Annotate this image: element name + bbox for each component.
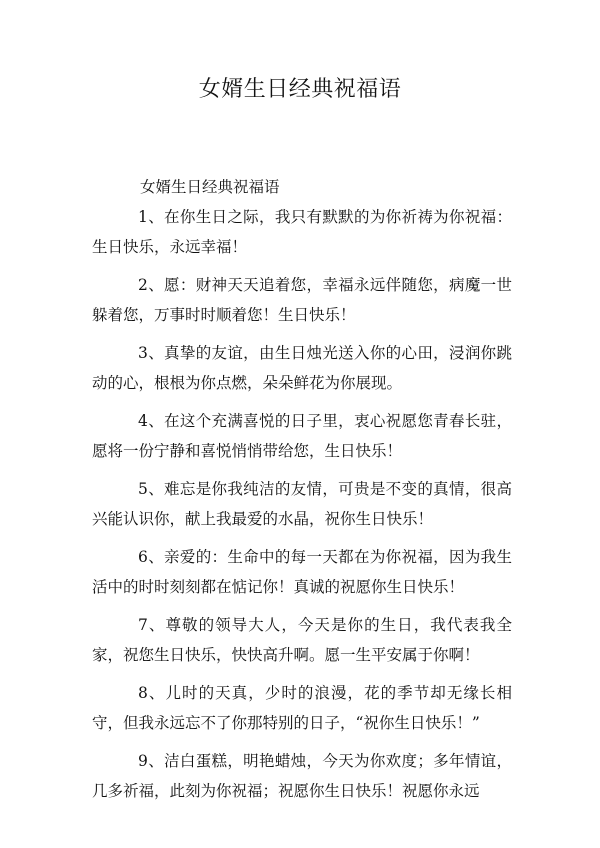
paragraph-9: 9、洁白蛋糕，明艳蜡烛，今天为你欢度；多年情谊，几多祈福，此刻为你祝福；祝愿你生日快乐！祝愿你永远 xyxy=(92,752,512,800)
paragraph-2: 2、愿：财神天天追着您，幸福永远伴随您，病魔一世躲着您，万事时时顺着您！生日快乐！ xyxy=(92,276,512,324)
paragraph-8: 8、儿时的天真，少时的浪漫，花的季节却无缘长相守，但我永远忘不了你那特别的日子，“祝你生日快乐！” xyxy=(92,684,512,732)
paragraph-6: 6、亲爱的：生命中的每一天都在为你祝福，因为我生活中的时时刻刻都在惦记你！真诚的祝愿你生日快乐！ xyxy=(92,548,512,596)
paragraph-1: 1、在你生日之际，我只有默默的为你祈祷为你祝福：生日快乐，永远幸福！ xyxy=(92,208,512,256)
paragraph-7: 7、尊敬的领导大人，今天是你的生日，我代表我全家，祝您生日快乐，快快高升啊。愿一生平安属于你啊！ xyxy=(92,616,512,664)
document-body xyxy=(92,172,512,814)
document-title: 女婿生日经典祝福语 xyxy=(198,77,402,102)
paragraph-4: 4、在这个充满喜悦的日子里，衷心祝愿您青春长驻，愿将一份宁静和喜悦悄悄带给您，生日快乐！ xyxy=(92,412,512,460)
paragraph-3: 3、真挚的友谊，由生日烛光送入你的心田，浸润你跳动的心，根根为你点燃，朵朵鲜花为你展现。 xyxy=(92,344,512,392)
document-subtitle: 女婿生日经典祝福语 xyxy=(140,178,280,196)
paragraph-5: 5、难忘是你我纯洁的友情，可贵是不变的真情，很高兴能认识你，献上我最爱的水晶，祝你生日快乐！ xyxy=(92,480,512,528)
